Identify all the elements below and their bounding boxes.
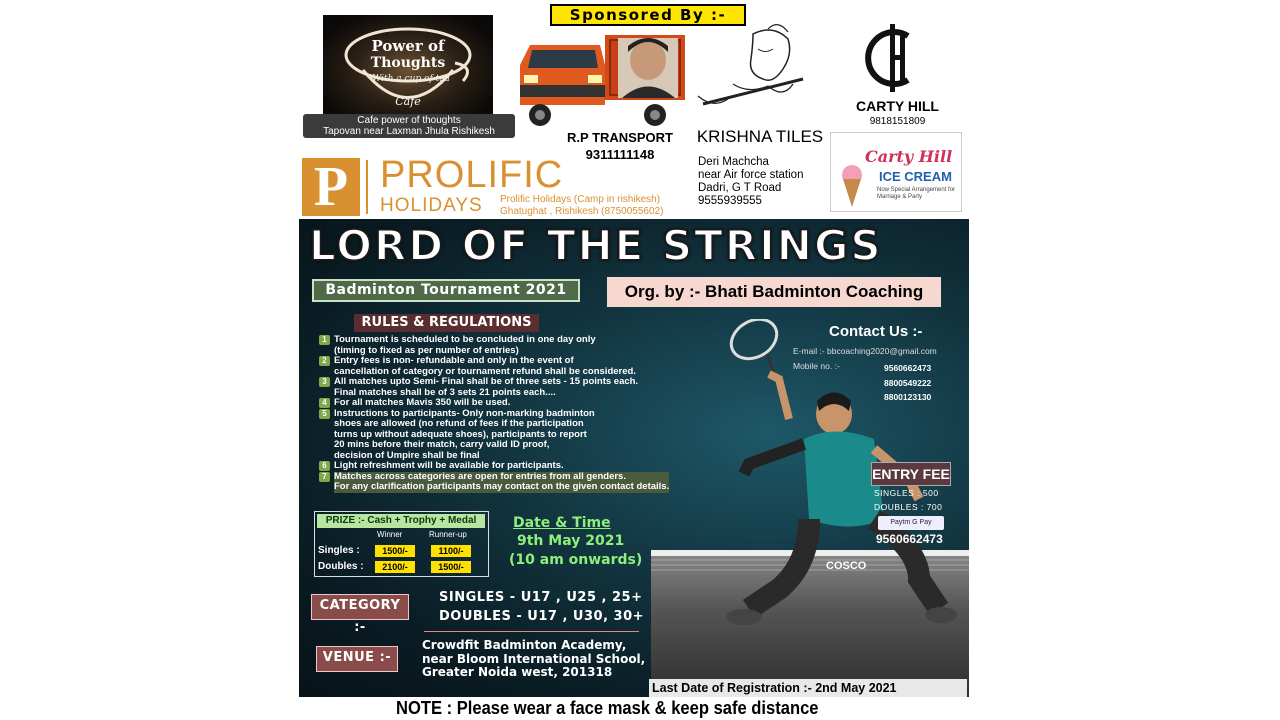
venue-line1: Crowdfit Badminton Academy,	[422, 638, 627, 652]
poster-title: LORD OF THE STRINGS	[309, 221, 883, 270]
rule-number: 3	[319, 377, 330, 387]
cafe-logo-text-2: Thoughts	[370, 55, 446, 71]
category-singles: SINGLES - U17 , U25 , 25+	[439, 590, 643, 605]
carty-hill-icecream-ad	[830, 132, 962, 212]
contact-email: E-mail :- bbcoaching2020@gmail.com	[793, 346, 937, 356]
rule-number: 1	[319, 335, 330, 345]
entry-fee-singles: SINGLES : 500	[874, 488, 939, 498]
cafe-logo-text-3: With a cup of tea	[372, 74, 450, 84]
category-label: CATEGORY :-	[311, 594, 409, 620]
icecream-subtitle: ICE CREAM	[879, 169, 952, 184]
truck-image	[510, 30, 690, 130]
rule-text: Entry fees is non- refundable and only in the event of cancellation of category or tournament refund shall be considered.	[334, 355, 636, 377]
contact-mobile-label: Mobile no. :-	[793, 361, 840, 371]
krishna-address-line1: Deri Machcha	[698, 156, 769, 168]
prolific-logo-icon: P	[302, 158, 360, 216]
prolific-name: PROLIFIC	[380, 154, 564, 196]
rule-text: All matches upto Semi- Final shall be of three sets - 15 points each. Final matches shall be of 3 sets 21 points each....	[334, 376, 639, 398]
date-time-heading: Date & Time	[513, 515, 611, 531]
cafe-caption	[303, 114, 515, 138]
contact-heading: Contact Us :-	[829, 323, 923, 340]
rule-text: For all matches Mavis 350 will be used.	[334, 397, 511, 408]
rule-text: Matches across categories are open for entries from all genders. For any clarification participants may contact on the given contact details.	[334, 470, 670, 492]
prolific-address	[500, 194, 700, 218]
rule-item	[319, 398, 719, 409]
rule-item	[319, 409, 719, 462]
rules-heading: RULES & REGULATIONS	[354, 314, 539, 332]
rule-number: 5	[319, 409, 330, 419]
organizer-label: Org. by :- Bhati Badminton Coaching	[607, 277, 941, 307]
rule-text: Instructions to participants- Only non-marking badminton shoes are allowed (no refund of fees if the participation turns up without adequate shoes), participants to report 20 mins before their match, carry valid ID proof, decision of Umpire shall be final	[334, 407, 595, 461]
krishna-address-line3: Dadri, G T Road	[698, 182, 782, 194]
prize-doubles-label: Doubles :	[318, 561, 364, 572]
contact-phone-list	[884, 361, 931, 405]
carty-hill-logo	[860, 22, 930, 94]
entry-fee-doubles: DOUBLES : 700	[874, 502, 943, 512]
cafe-logo	[323, 15, 493, 115]
tournament-poster	[299, 219, 969, 697]
prize-singles-runner: 1100/-	[431, 545, 471, 557]
tournament-badge: Badminton Tournament 2021	[312, 279, 580, 302]
rule-item	[319, 335, 719, 356]
prize-heading: PRIZE :- Cash + Trophy + Medal	[317, 514, 485, 528]
rules-list	[319, 335, 719, 493]
contact-phone: 8800549222	[884, 377, 932, 388]
cafe-caption-line1: Cafe power of thoughts	[357, 115, 461, 126]
sponsored-by-heading: Sponsored By :-	[550, 4, 746, 26]
contact-phone: 8800123130	[884, 392, 932, 402]
entry-fee-heading: ENTRY FEE	[871, 462, 951, 486]
registration-deadline: Last Date of Registration :- 2nd May 2021	[649, 679, 967, 697]
category-doubles: DOUBLES - U17 , U30, 30+	[439, 609, 645, 624]
coffee-cup-icon	[323, 15, 493, 115]
carty-hill-name: CARTY HILL	[856, 98, 939, 114]
rule-text: Light refreshment will be available for participants.	[334, 460, 564, 471]
cafe-logo-text-4: Cafe	[395, 95, 421, 108]
rule-item	[319, 356, 719, 377]
krishna-tiles-name: KRISHNA TILES	[696, 127, 824, 146]
ice-cream-icon	[835, 163, 869, 209]
rule-number: 4	[319, 398, 330, 408]
venue-line3: Greater Noida west, 201318	[422, 665, 613, 679]
rule-item	[319, 461, 719, 472]
payment-methods-icon: Paytm G Pay	[878, 516, 944, 530]
cafe-caption-line2: Tapovan near Laxman Jhula Rishikesh	[323, 126, 495, 137]
prize-singles-label: Singles :	[318, 545, 360, 556]
venue-line2: near Bloom International School,	[422, 651, 646, 666]
contact-phone: 9560662473	[884, 363, 932, 373]
prize-runner-header: Runner-up	[429, 530, 467, 539]
prize-doubles-runner: 1500/-	[431, 561, 471, 573]
krishna-address-line2: near Air force station	[698, 169, 804, 181]
carty-hill-phone: 9818151809	[869, 116, 926, 127]
rule-number: 2	[319, 356, 330, 366]
prize-doubles-winner: 2100/-	[375, 561, 415, 573]
rule-number: 7	[319, 472, 330, 482]
prolific-divider	[366, 160, 368, 214]
rule-item	[319, 377, 719, 398]
prize-winner-header: Winner	[377, 530, 403, 539]
event-date: 9th May 2021	[517, 533, 625, 549]
icecream-title: Carty Hill	[865, 147, 953, 166]
entry-fee-phone: 9560662473	[876, 532, 943, 546]
rule-number: 6	[319, 461, 330, 471]
venue-label: VENUE :-	[316, 646, 398, 672]
prolific-address-line2: Ghatughat , Rishikesh (8750055602)	[500, 206, 664, 217]
category-divider	[424, 631, 639, 632]
krishna-illustration	[693, 24, 823, 124]
cafe-logo-text-1: Power of	[371, 37, 445, 55]
rule-text: Tournament is scheduled to be concluded in one day only (timing to fixed as per number of entries)	[334, 334, 596, 356]
rp-transport-phone: 9311111148	[585, 147, 655, 162]
net-brand: COSCO	[826, 560, 867, 572]
venue-address	[422, 639, 742, 680]
icecream-note: Now Special Arrangement for Marriage & Party	[877, 187, 956, 200]
krishna-phone: 9555939555	[698, 195, 762, 207]
rp-transport-name: R.P TRANSPORT	[567, 130, 673, 145]
prolific-address-line1: Prolific Holidays (Camp in rishikesh)	[500, 194, 661, 205]
prize-singles-winner: 1500/-	[375, 545, 415, 557]
prolific-subtitle: HOLIDAYS	[380, 195, 483, 216]
rule-item	[319, 472, 719, 493]
safety-note: NOTE : Please wear a face mask & keep safe distance	[396, 698, 819, 718]
krishna-tiles-address	[698, 156, 828, 208]
event-time: (10 am onwards)	[509, 552, 643, 568]
